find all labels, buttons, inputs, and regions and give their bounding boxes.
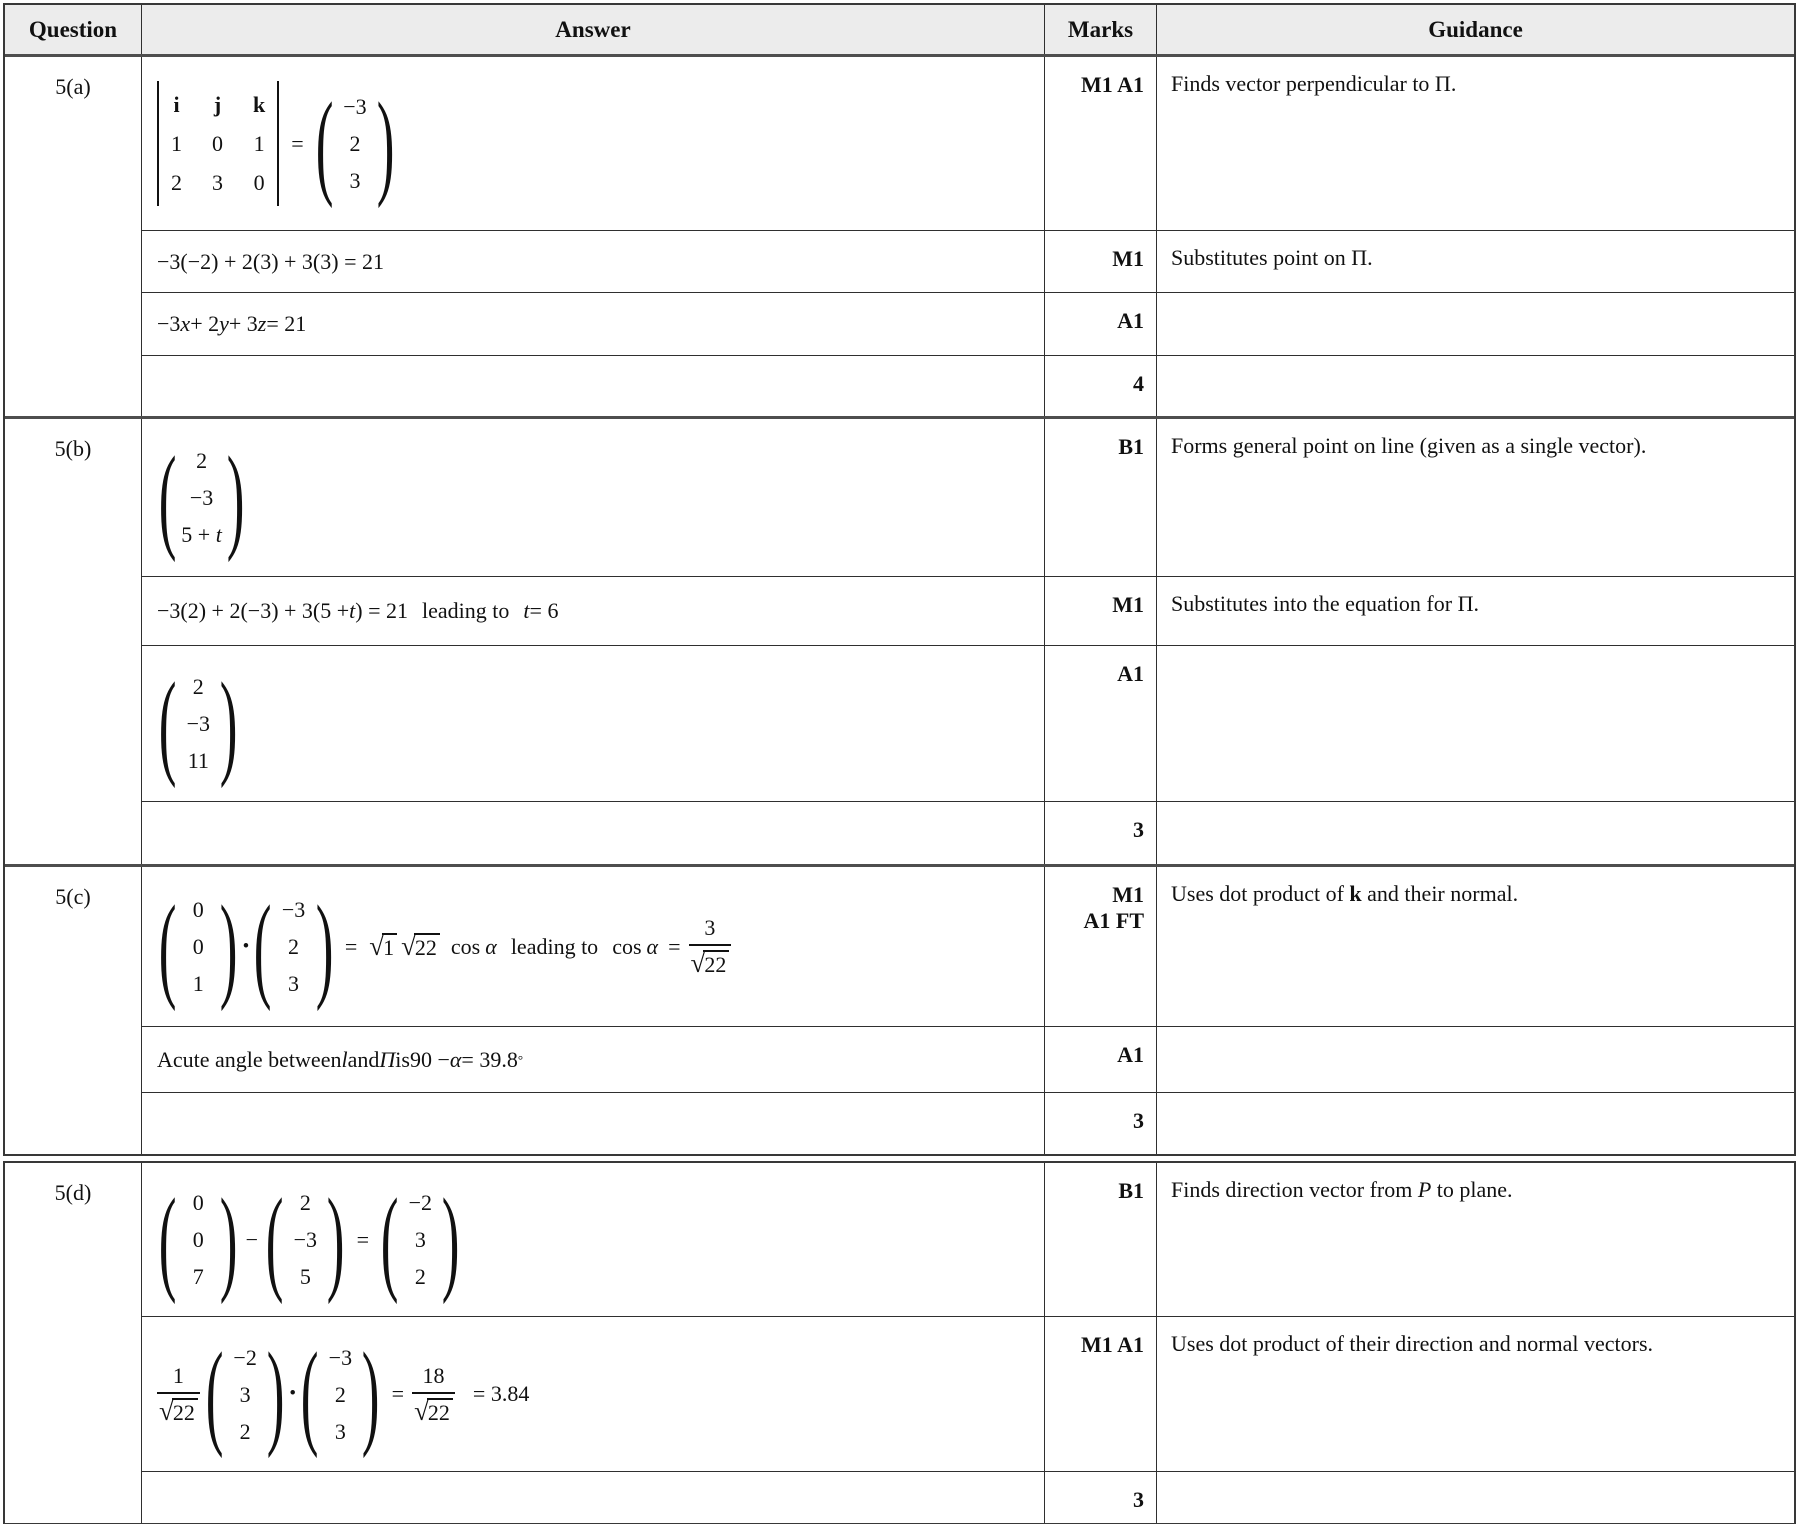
marks-total-cell: 3 [1045,1092,1157,1154]
math-expression: = 21 [266,311,307,336]
variable-x: x [180,311,191,336]
radicand: 1 [382,933,397,960]
guidance-cell: Uses dot product of their direction and normal vectors. [1157,1316,1794,1471]
marks-total-cell: 3 [1045,801,1157,864]
det-entry: 3 [212,170,223,195]
radicand: 22 [172,1398,198,1425]
left-paren: ( [158,1173,177,1305]
question-number: 5(a) [55,74,91,99]
radical-sign: √ [159,1395,174,1426]
equals-sign: = [668,933,681,959]
radical-sign: √ [401,931,416,961]
alpha-symbol: α [646,933,659,959]
cos-function: cos [612,933,642,959]
marks-cell: A1 [1045,645,1157,801]
column-vector [379,1173,462,1305]
fraction-numerator: 1 [157,1363,200,1394]
answer-cell-5b-substitution [142,576,1045,645]
question-group-5a [5,54,1794,416]
fraction-denominator [412,1394,455,1426]
math-expression: + 2 [190,311,220,336]
guidance-text: and their normal. [1361,881,1519,906]
question-number: 5(b) [54,436,92,461]
minus-sign: − [245,1226,259,1252]
fraction [157,1363,200,1426]
guidance-cell: Substitutes point on Π. [1157,230,1794,292]
variable-y: y [219,311,229,336]
vector-entry: 7 [192,1264,204,1289]
alpha-symbol: α [449,1046,462,1072]
marks-cell: M1 A1 [1045,57,1157,230]
mark-m1: M1 [1112,882,1144,907]
marks-cell: B1 [1045,419,1157,576]
guidance-cell [1157,1026,1794,1092]
header-cell-question: Question [5,5,142,54]
table-header-row [5,5,1794,54]
math-expression: 90 − [409,1046,450,1072]
vector-entry: 2 [288,934,300,959]
right-paren: ) [327,1173,345,1305]
vector-entry: 2 [414,1264,426,1289]
left-paren: ( [315,77,334,209]
square-root [691,950,730,977]
leading-to-text: leading to [510,933,599,959]
square-root [414,1395,453,1426]
equals-sign: = [291,130,304,156]
det-entry: 2 [171,170,182,195]
question-label-5c [5,867,142,1154]
vector-entry: 0 [192,897,204,922]
det-entry: j [213,92,222,117]
mark-a1-ft: A1 FT [1083,908,1144,933]
marks-total-cell: 4 [1045,355,1157,416]
det-entry: 0 [253,170,265,195]
answer-cell-empty [142,355,1045,416]
left-paren: ( [380,1173,399,1305]
guidance-cell [1157,355,1794,416]
answer-cell-empty [142,1092,1045,1154]
math-expression: + 3 [228,311,258,336]
vector-entry: 2 [196,448,208,473]
marks-total-cell: 3 [1045,1471,1157,1523]
guidance-cell: Forms general point on line (given as a single vector). [1171,433,1647,458]
answer-cell-5a-determinant [142,57,1045,230]
vector-entry: 5 [299,1264,311,1289]
right-paren: ) [315,880,334,1012]
answer-cell-5b-result-vector [142,645,1045,801]
dot-product-operator: • [289,1383,297,1404]
left-paren: ( [300,1328,319,1460]
answer-cell-5c-acute-angle: Acute angle between l and Π is 90 − α = 39.8 ° [142,1026,1045,1092]
fraction-denominator [157,1394,200,1426]
column-vector [264,1173,347,1305]
vector-entry: 2 [192,674,204,699]
question-label-5b [5,419,142,864]
question-group-5b [5,416,1794,864]
vector-entry: −3 [293,1227,318,1252]
answer-cell-5d-distance [142,1316,1045,1471]
alpha-symbol: α [485,933,497,959]
vector-entry: 0 [192,1190,204,1215]
guidance-text: Uses dot product of [1171,881,1350,906]
answer-cell-empty [142,1471,1045,1523]
left-paren: ( [158,657,177,789]
right-paren: ) [376,77,395,209]
marks-cell: M1 A1 [1045,1316,1157,1471]
line-l-symbol: l [341,1046,348,1072]
leading-to-text: leading to [422,598,510,623]
fraction-numerator: 3 [689,915,732,946]
left-paren: ( [158,431,177,563]
right-paren: ) [220,657,238,789]
column-vector [204,1328,287,1460]
variable-t: t [349,598,356,623]
fraction-denominator [689,946,732,978]
guidance-cell [1157,1471,1794,1523]
marks-cell: A1 [1045,1026,1157,1092]
vector-entry: 1 [192,971,204,996]
guidance-cell: Finds vector perpendicular to Π. [1171,71,1457,96]
dot-product-operator: • [242,935,250,957]
equals-sign: = [391,1381,405,1406]
fraction-numerator: 18 [412,1363,455,1394]
guidance-cell [1157,1163,1794,1316]
header-cell-answer: Answer [142,5,1045,54]
vector-entry: −3 [186,711,210,736]
vector-entry: 3 [288,971,300,996]
left-paren: ( [265,1173,284,1305]
radical-sign: √ [369,931,385,961]
guidance-text: to plane. [1431,1177,1513,1202]
radicand: 22 [427,1398,453,1425]
vector-entry: 3 [414,1227,426,1252]
k-vector-symbol: k [1349,881,1362,906]
determinant-grid [171,85,265,202]
right-paren: ) [362,1328,380,1460]
variable-t: t [523,598,530,623]
column-vector [252,880,335,1012]
marks-cell [1045,867,1157,1026]
radicand: 22 [703,950,729,977]
vector-entry: 0 [192,934,204,959]
answer-cell-5b-general-point [142,419,1045,576]
fraction [689,915,732,978]
guidance-cell [1157,1092,1794,1154]
equals-sign: = [344,933,358,959]
det-entry: k [253,92,266,117]
vector-entry: 2 [349,131,361,156]
column-vector [157,431,246,563]
guidance-cell [1157,645,1794,801]
vector-entry: −3 [328,1344,353,1370]
math-expression: −3(−2) + 2(3) + 3(3) = 21 [157,248,384,274]
math-expression: −3(2) + 2(−3) + 3(5 + [157,598,350,623]
question-group-5c [5,864,1794,1154]
marks-cell: M1 [1045,230,1157,292]
plane-pi-symbol: Π [379,1046,396,1072]
point-P-symbol: P [1417,1177,1432,1202]
vector-entry: 2 [299,1190,311,1215]
radical-sign: √ [414,1395,429,1426]
column-vector [299,1328,382,1460]
vector-entry: −3 [189,485,214,510]
answer-text: Acute angle between [157,1046,342,1072]
guidance-cell: Substitutes into the equation for Π. [1157,576,1794,645]
left-paren: ( [158,880,177,1012]
answer-text: and [347,1046,380,1072]
variable-t: t [215,522,222,547]
vector-entry: −3 [281,897,306,922]
left-paren: ( [205,1328,224,1460]
vector-entry: −2 [233,1344,257,1370]
math-expression: = 39.8 [461,1046,518,1072]
right-paren: ) [266,1328,285,1460]
question-number: 5(d) [54,1180,92,1205]
guidance-cell [1157,867,1794,1026]
radicand: 22 [414,933,440,960]
vector-entry: 11 [187,748,209,773]
math-expression: ) = 21 [355,598,409,623]
vector-entry: 3 [334,1418,346,1444]
vector-entry [181,516,222,553]
det-entry: 1 [171,131,182,156]
column-vector [157,657,240,789]
right-paren: ) [226,431,245,563]
vector-entry: −3 [343,94,367,119]
square-root [369,933,397,960]
answer-cell-empty [142,801,1045,864]
guidance-text: Finds direction vector from [1171,1177,1418,1202]
vector-entry: 3 [349,168,361,193]
marks-cell: A1 [1045,292,1157,355]
question-label-5d [5,1163,142,1523]
math-expression: = 6 [529,598,559,623]
column-vector [157,880,240,1012]
header-cell-marks: Marks [1045,5,1157,54]
question-number: 5(c) [55,884,91,909]
answer-cell-5a-plane-equation [142,292,1045,355]
math-expression: = 3.84 [472,1381,530,1406]
cos-function: cos [450,933,481,959]
mark-scheme-table-main [3,3,1796,1156]
right-paren: ) [442,1173,460,1305]
det-entry: 1 [253,131,265,156]
right-paren: ) [220,1173,238,1305]
marks-cell: B1 [1045,1163,1157,1316]
question-label-5a [5,57,142,416]
vector-entry: 3 [239,1381,251,1407]
radical-sign: √ [690,948,706,978]
fraction [412,1363,455,1426]
question-group-5d [5,1163,1794,1523]
header-cell-guidance: Guidance [1428,16,1523,42]
vector-entry-const: 5 + [181,522,216,547]
marks-cell: M1 [1045,576,1157,645]
answer-text: is [395,1046,410,1072]
answer-cell-5c-dot-product [142,867,1045,1026]
column-vector [314,77,397,209]
det-entry: i [173,92,180,117]
mark-scheme-table-5d [3,1161,1796,1524]
answer-cell-5d-direction-vector [142,1163,1045,1316]
det-entry: 0 [212,131,223,156]
equals-sign: = [356,1226,370,1252]
answer-cell-5a-substitution [142,230,1045,292]
square-root [159,1395,198,1426]
vector-entry: 0 [192,1227,204,1252]
vector-entry: 2 [334,1381,346,1407]
vector-entry: −2 [408,1190,433,1215]
guidance-cell [1157,292,1794,355]
variable-z: z [257,311,267,336]
left-paren: ( [254,880,272,1012]
right-paren: ) [220,880,238,1012]
column-vector [157,1173,240,1305]
vector-entry: 2 [239,1418,251,1444]
math-expression: −3 [157,311,181,336]
guidance-cell [1157,801,1794,864]
determinant-matrix [157,81,279,206]
square-root [401,933,440,960]
